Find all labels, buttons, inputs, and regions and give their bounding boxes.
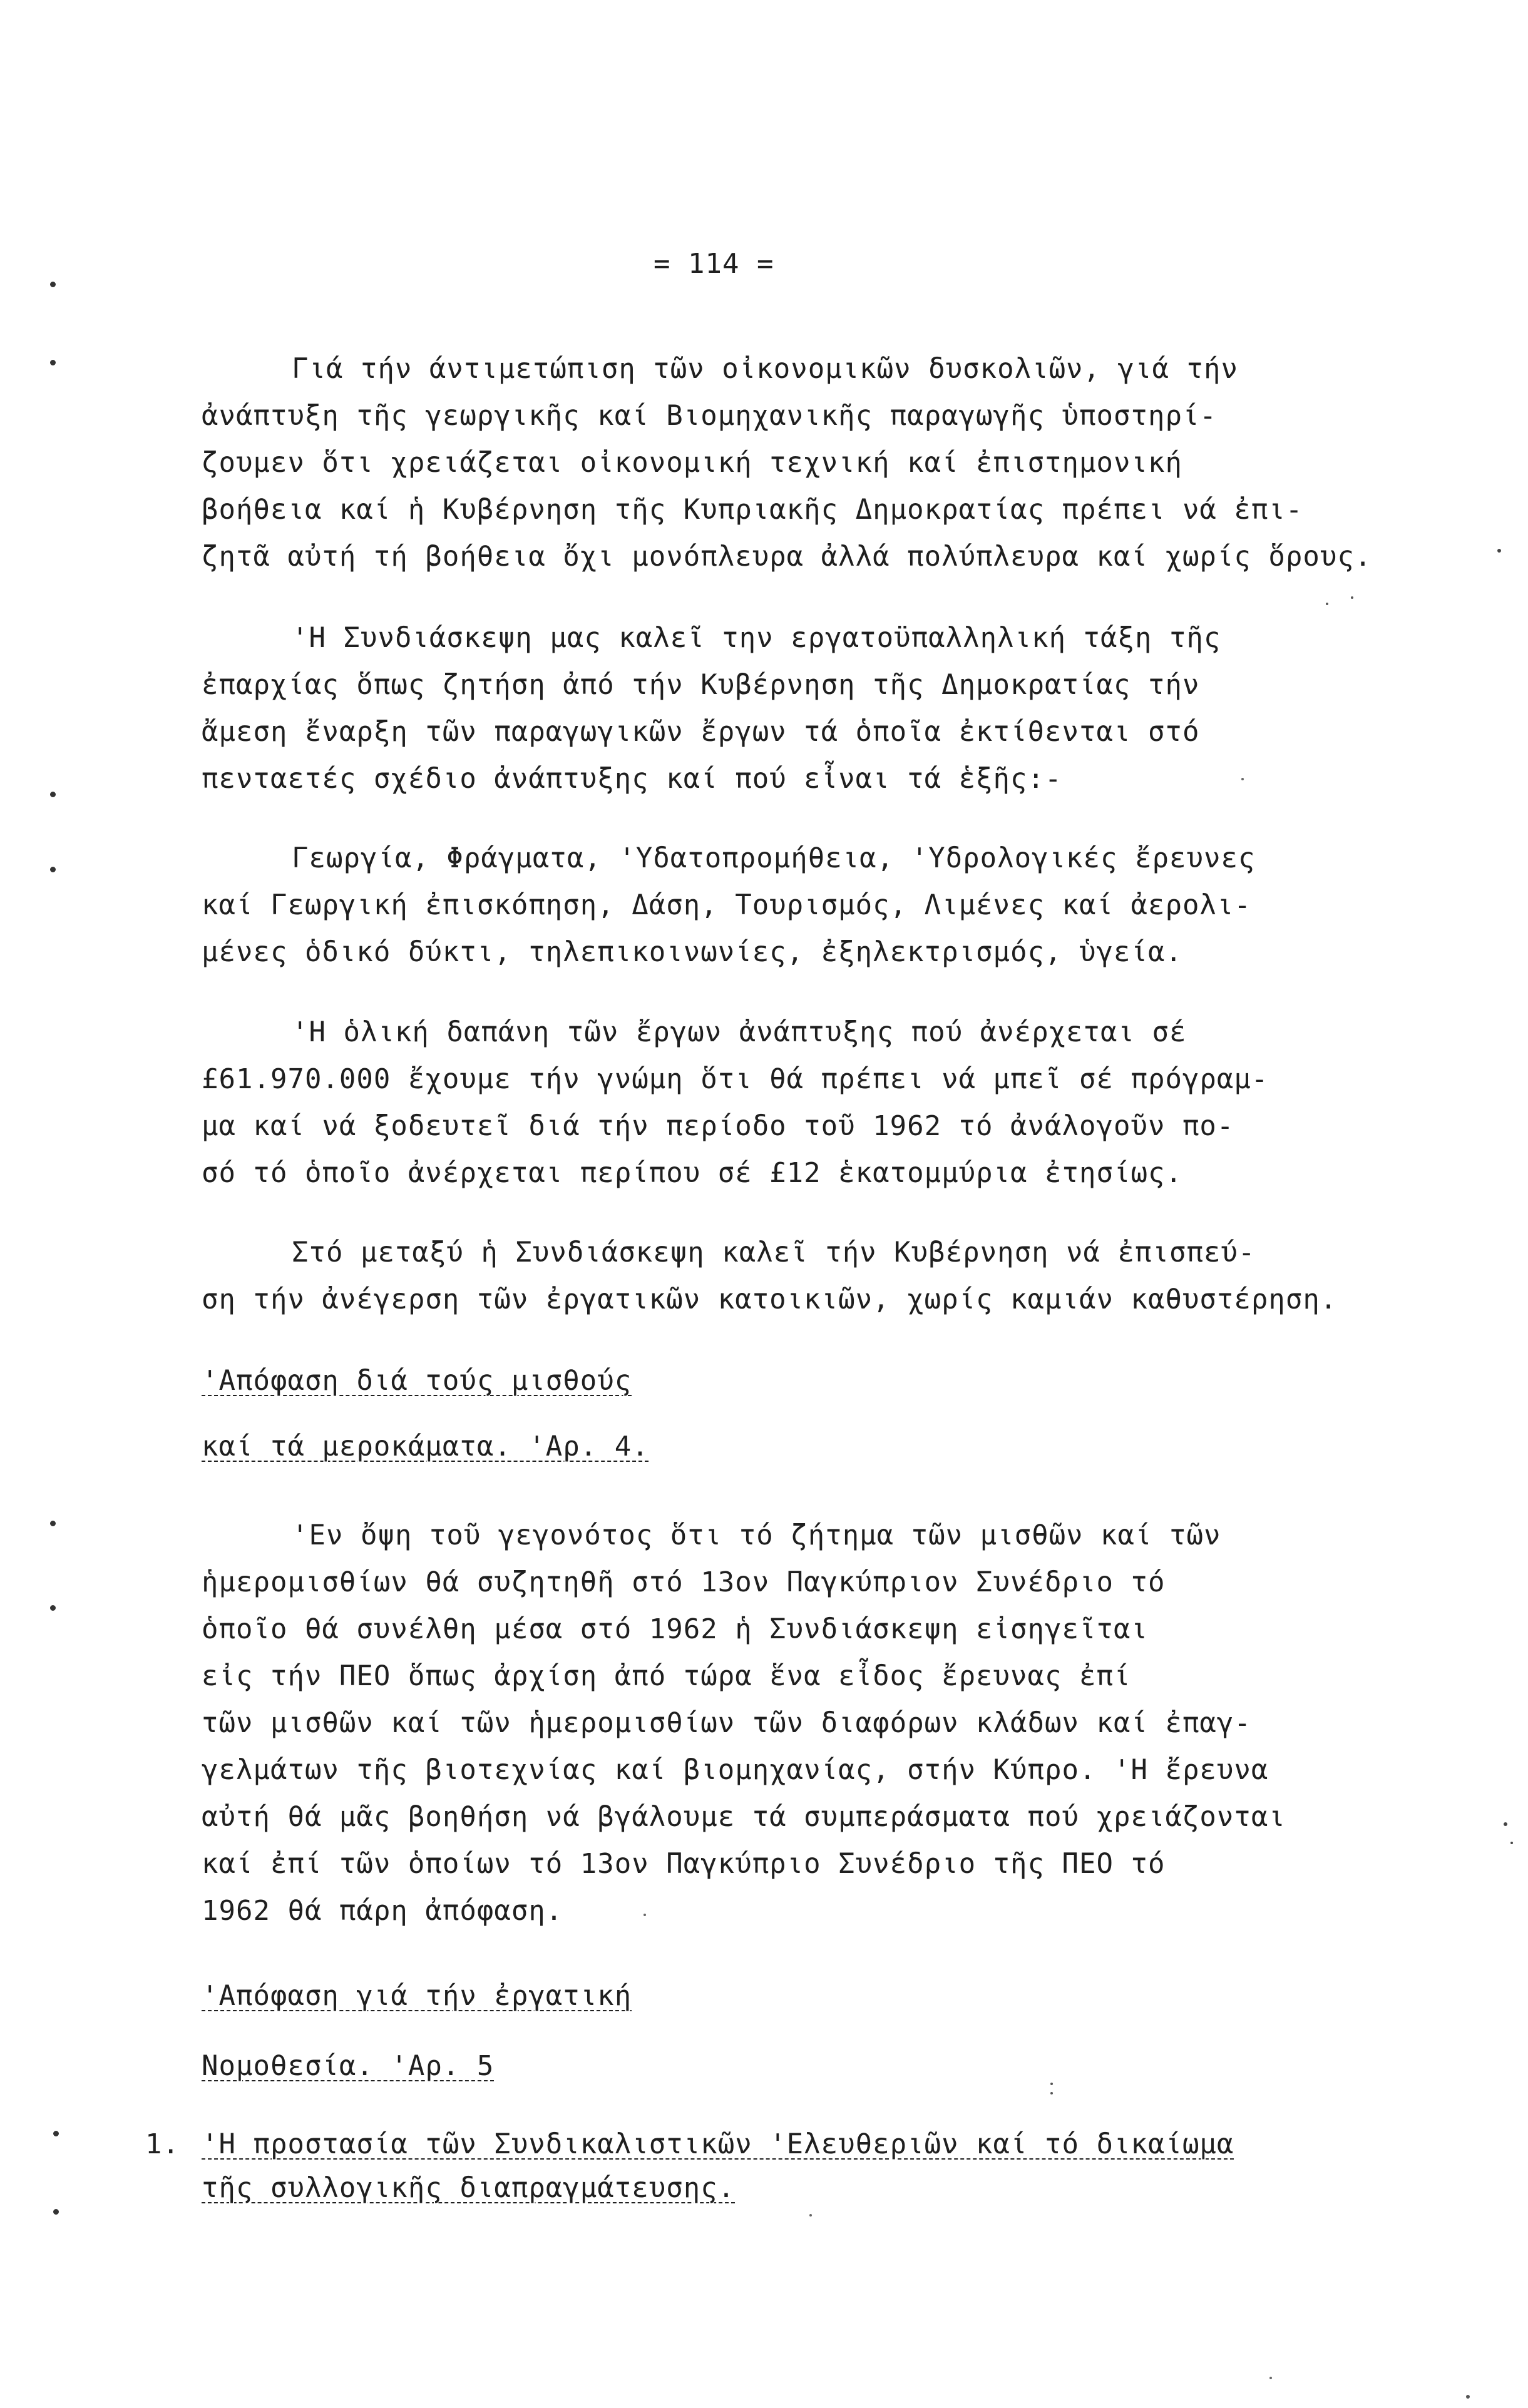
para4-line: 'Η ὁλική δαπάνη τῶν ἔργων ἀνάπτυξης πού ἀνέρχεται σέ xyxy=(292,1016,1187,1048)
para4-line: £61.970.000 ἔχουμε τήν γνώμη ὅτι θά πρέπει νά μπεῖ σέ πρόγραμ- xyxy=(202,1063,1269,1095)
para2-line: 'Η Συνδιάσκεψη μας καλεῖ την εργατοϋπαλληλική τάξη τῆς xyxy=(292,622,1221,654)
para4-line: σό τό ὁποῖο ἀνέρχεται περίπου σέ £12 ἑκατομμύρια ἐτησίως. xyxy=(202,1157,1182,1189)
para4-line: μα καί νά ξοδευτεῖ διά τήν περίοδο τοῦ 1962 τό ἀνάλογοῦν πο- xyxy=(202,1110,1234,1142)
para6-line: εἰς τήν ΠΕΟ ὅπως ἀρχίση ἀπό τώρα ἕνα εἶδος ἔρευνας ἐπί xyxy=(202,1660,1131,1692)
para1-line: βοήθεια καί ἡ Κυβέρνηση τῆς Κυπριακῆς Δημοκρατίας πρέπει νά ἐπι- xyxy=(202,494,1303,526)
para1-line: ζητᾶ αὐτή τή βοήθεια ὄχι μονόπλευρα ἀλλά πολύπλευρα καί χωρίς ὅρους. xyxy=(202,541,1372,573)
para1-line: ζουμεν ὅτι χρειάζεται οἰκονομική τεχνική καί ἐπιστημονική xyxy=(202,447,1182,479)
list-item-text: τῆς συλλογικῆς διαπραγμάτευσης. xyxy=(202,2172,736,2204)
para6-line: τῶν μισθῶν καί τῶν ἡμερομισθίων τῶν διαφόρων κλάδων καί ἐπαγ- xyxy=(202,1707,1251,1739)
margin-dot xyxy=(53,2131,59,2136)
para6-line: αὐτή θά μᾶς βοηθήση νά βγάλουμε τά συμπεράσματα πού χρειάζονται xyxy=(202,1801,1286,1833)
para1-line: ἀνάπτυξη τῆς γεωργικῆς καί Βιομηχανικῆς παραγωγῆς ὑποστηρί- xyxy=(202,400,1217,432)
para6-line: 'Εν ὄψη τοῦ γεγονότος ὅτι τό ζήτημα τῶν μισθῶν καί τῶν xyxy=(292,1519,1221,1551)
para5-line: Στό μεταξύ ἡ Συνδιάσκεψη καλεῖ τήν Κυβέρνηση νά ἐπισπεύ- xyxy=(292,1237,1256,1268)
para2-line: ἐπαρχίας ὅπως ζητήση ἀπό τήν Κυβέρνηση τῆς Δημοκρατίας τήν xyxy=(202,669,1200,701)
para6-line: καί ἐπί τῶν ὁποίων τό 13ον Παγκύπριο Συνέδριο τῆς ΠΕΟ τό xyxy=(202,1848,1166,1880)
section-heading-decision-5: Νομοθεσία. 'Αρ. 5 xyxy=(202,2050,495,2082)
para5-line: ση τήν ἀνέγερση τῶν ἐργατικῶν κατοικιῶν, χωρίς καμιάν καθυστέρηση. xyxy=(202,1283,1338,1315)
para3-line: καί Γεωργική ἐπισκόπηση, Δάση, Τουρισμός, Λιμένες καί ἀερολι- xyxy=(202,889,1251,921)
para6-line: 1962 θά πάρη ἀπόφαση. xyxy=(202,1895,563,1927)
para3-line: Γεωργία, Φράγματα, 'Υδατοπρομήθεια, 'Υδρολογικές ἔρευνες xyxy=(292,842,1256,874)
margin-dot xyxy=(53,2209,59,2215)
list-item-text: 'Η προστασία τῶν Συνδικαλιστικῶν 'Ελευθεριῶν καί τό δικαίωμα xyxy=(202,2128,1234,2160)
margin-dot xyxy=(50,867,56,872)
list-item-number: 1. xyxy=(145,2128,180,2160)
section-heading-decision-5: 'Απόφαση γιά τήν ἐργατική xyxy=(202,1980,632,2012)
margin-dot xyxy=(50,1605,56,1611)
para1-line: Γιά τήν άντιμετώπιση τῶν οἰκονομικῶν δυσκολιῶν, γιά τήν xyxy=(292,353,1238,385)
margin-dot xyxy=(50,792,56,797)
page-number: = 114 = xyxy=(654,248,774,280)
para6-line: ἡμερομισθίων θά συζητηθῆ στό 13ον Παγκύπριον Συνέδριο τό xyxy=(202,1566,1166,1598)
para3-line: μένες ὁδικό δύκτι, τηλεπικοινωνίες, ἐξηλεκτρισμός, ὑγεία. xyxy=(202,936,1182,968)
margin-dot xyxy=(50,282,56,287)
margin-dot xyxy=(50,360,56,365)
section-heading-decision-4: 'Απόφαση διά τούς μισθούς xyxy=(202,1365,632,1397)
para6-line: γελμάτων τῆς βιοτεχνίας καί βιομηχανίας, στήν Κύπρο. 'Η ἔρευνα xyxy=(202,1754,1269,1786)
margin-dot xyxy=(50,1521,56,1526)
para2-line: πενταετές σχέδιο ἀνάπτυξης καί πού εἶναι τά ἑξῆς:- xyxy=(202,763,1062,795)
para2-line: ἄμεση ἔναρξη τῶν παραγωγικῶν ἔργων τά ὁποῖα ἐκτίθενται στό xyxy=(202,716,1200,748)
para6-line: ὁποῖο θά συνέλθη μέσα στό 1962 ἡ Συνδιάσκεψη εἰσηγεῖται xyxy=(202,1613,1148,1645)
section-heading-decision-4: καί τά μεροκάματα. 'Αρ. 4. xyxy=(202,1431,649,1462)
